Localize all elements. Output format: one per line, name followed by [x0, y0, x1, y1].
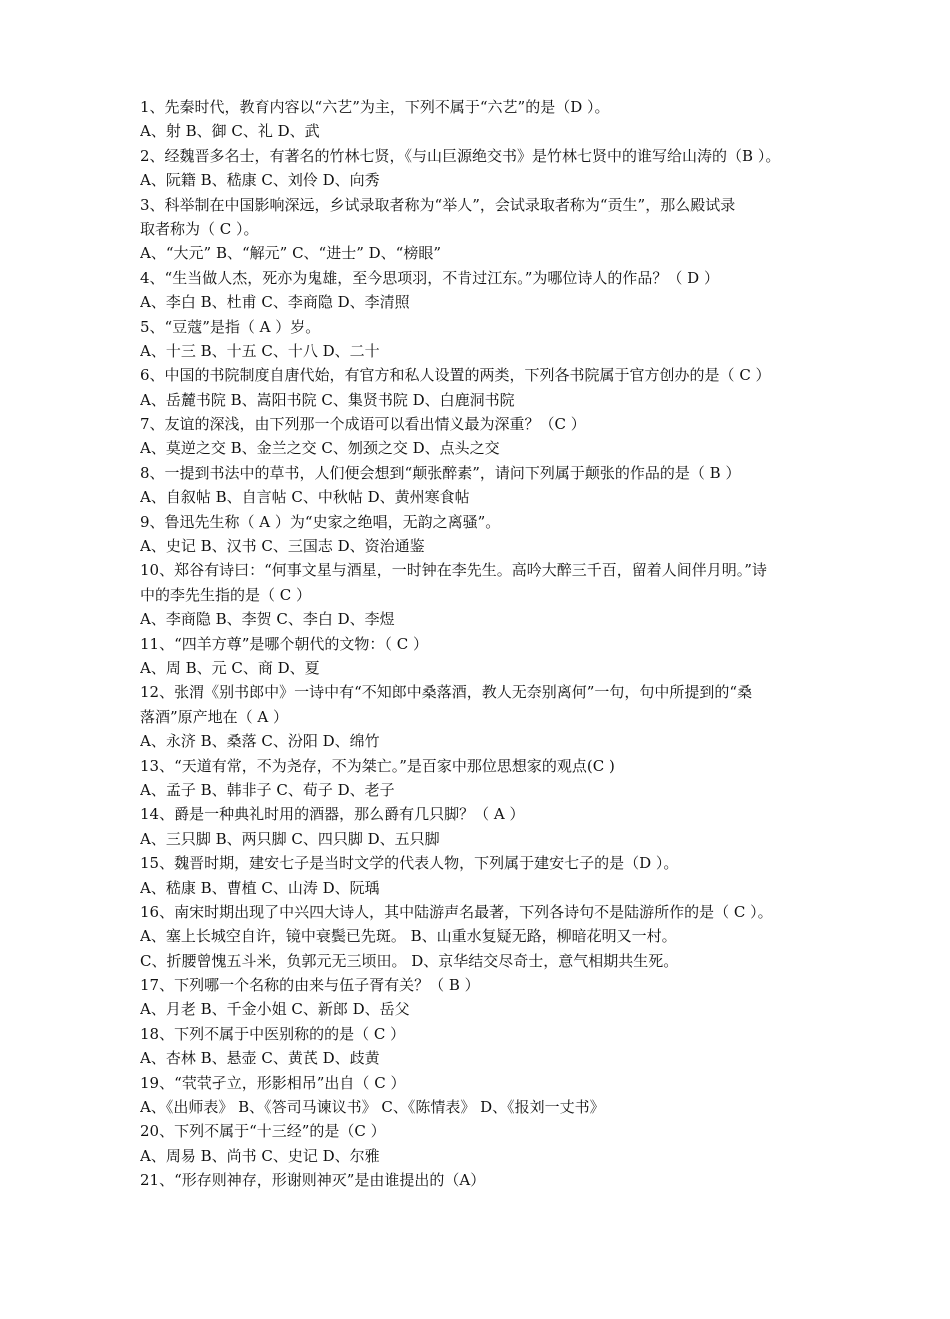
- question-6: 6、中国的书院制度自唐代始，有官方和私人设置的两类，下列各书院属于官方创办的是（ C ）: [140, 366, 771, 385]
- options-15: A、嵇康 B、曹植 C、山涛 D、阮瑀: [140, 878, 380, 897]
- options-16-line-1: A、塞上长城空自许，镜中衰鬓已先斑。 B、山重水复疑无路，柳暗花明又一村。: [140, 927, 677, 946]
- options-18: A、杏林 B、悬壶 C、黄芪 D、歧黄: [140, 1049, 380, 1068]
- question-3-line-2: 取者称为（ C ）。: [140, 219, 259, 238]
- question-1: 1、先秦时代，教育内容以“六艺”为主，下列不属于“六艺”的是（D ）。: [140, 98, 610, 116]
- question-14: 14、爵是一种典礼时用的酒器，那么爵有几只脚？（ A ）: [140, 805, 525, 824]
- options-7: A、莫逆之交 B、金兰之交 C、刎颈之交 D、点头之交: [140, 439, 500, 458]
- question-3-line-1: 3、科举制在中国影响深远，乡试录取者称为“举人”，会试录取者称为“贡生”，那么殿试录: [140, 195, 736, 214]
- question-10-line-2: 中的李先生指的是（ C ）: [140, 585, 312, 604]
- options-3: A、“大元” B、“解元” C、“进士” D、“榜眼”: [140, 244, 442, 263]
- question-2: 2、经魏晋多名士，有著名的竹林七贤，《与山巨源绝交书》是竹林七贤中的谁写给山涛的（B ）。: [140, 146, 781, 165]
- question-5: 5、“豆蔻”是指（ A ）岁。: [140, 317, 321, 336]
- question-11: 11、“四羊方尊”是哪个朝代的文物：（ C ）: [140, 634, 428, 653]
- options-14: A、三只脚 B、两只脚 C、四只脚 D、五只脚: [140, 829, 440, 848]
- question-7: 7、友谊的深浅，由下列那一个成语可以看出情义最为深重？（C ）: [140, 415, 586, 434]
- options-13: A、孟子 B、韩非子 C、荀子 D、老子: [140, 780, 395, 799]
- options-6: A、岳麓书院 B、嵩阳书院 C、集贤书院 D、白鹿洞书院: [140, 390, 515, 409]
- question-21: 21、“形存则神存，形谢则神灭”是由谁提出的（A）: [140, 1171, 486, 1190]
- question-19: 19、“茕茕孑立，形影相吊”出自（ C ）: [140, 1073, 406, 1092]
- question-10-line-1: 10、郑谷有诗曰：“何事文星与酒星，一时钟在李先生。高吟大醉三千百，留着人间伴月明。”诗: [140, 561, 767, 580]
- question-15: 15、魏晋时期，建安七子是当时文学的代表人物，下列属于建安七子的是（D ）。: [140, 854, 679, 873]
- question-12-line-1: 12、张渭《别书郎中》一诗中有“不知郎中桑落酒，教人无奈别离何”一句，句中所提到的“桑: [140, 683, 753, 702]
- options-4: A、李白 B、杜甫 C、李商隐 D、李清照: [140, 293, 410, 312]
- options-2: A、阮籍 B、嵇康 C、刘伶 D、向秀: [140, 171, 380, 190]
- question-12-line-2: 落酒”原产地在（ A ）: [140, 707, 289, 726]
- options-9: A、史记 B、汉书 C、三国志 D、资治通鉴: [140, 537, 425, 556]
- question-8: 8、一提到书法中的草书，人们便会想到“颠张醉素”，请问下列属于颠张的作品的是（ B ）: [140, 463, 741, 482]
- question-17: 17、下列哪一个名称的由来与伍子胥有关？（ B ）: [140, 976, 480, 995]
- options-11: A、周 B、元 C、商 D、夏: [140, 658, 320, 677]
- question-9: 9、鲁迅先生称（ A ）为“史家之绝唱，无韵之离骚”。: [140, 512, 501, 531]
- options-17: A、月老 B、千金小姐 C、新郎 D、岳父: [140, 1000, 410, 1019]
- options-19: A、《出师表》 B、《答司马谏议书》 C、《陈情表》 D、《报刘一丈书》: [140, 1098, 605, 1117]
- question-18: 18、下列不属于中医别称的的是（ C ）: [140, 1024, 406, 1043]
- options-1: A、射 B、御 C、礼 D、武: [140, 122, 320, 141]
- options-10: A、李商隐 B、李贺 C、李白 D、李煜: [140, 610, 395, 629]
- document-body: [140, 95, 820, 1193]
- options-16-line-2: C、折腰曾愧五斗米，负郭元无三顷田。 D、京华结交尽奇士，意气相期共生死。: [140, 951, 679, 970]
- options-5: A、十三 B、十五 C、十八 D、二十: [140, 341, 380, 360]
- options-12: A、永济 B、桑落 C、汾阳 D、绵竹: [140, 732, 380, 751]
- question-20: 20、下列不属于“十三经”的是（C ）: [140, 1122, 386, 1141]
- question-4: 4、“生当做人杰，死亦为鬼雄，至今思项羽，不肯过江东。”为哪位诗人的作品？（ D ）: [140, 268, 719, 287]
- question-13: 13、“天道有常，不为尧存，不为桀亡。”是百家中那位思想家的观点(C ): [140, 756, 615, 775]
- question-16: 16、南宋时期出现了中兴四大诗人，其中陆游声名最著，下列各诗句不是陆游所作的是（ C ）。: [140, 902, 773, 921]
- options-8: A、自叙帖 B、自言帖 C、中秋帖 D、黄州寒食帖: [140, 488, 470, 507]
- options-20: A、周易 B、尚书 C、史记 D、尔雅: [140, 1146, 380, 1165]
